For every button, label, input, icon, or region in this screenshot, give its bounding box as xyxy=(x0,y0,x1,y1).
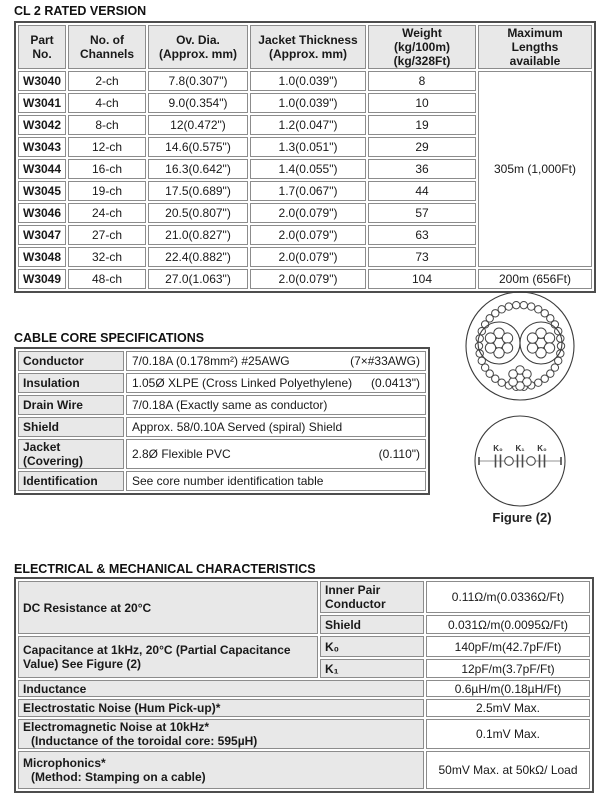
spec-label: Shield xyxy=(18,417,124,437)
spec-label: Insulation xyxy=(18,373,124,393)
table-row xyxy=(18,351,426,371)
cell-jacket: 1.2(0.047") xyxy=(250,115,366,135)
cable-cross-section-diagram xyxy=(466,292,574,400)
cell-dia: 17.5(0.689") xyxy=(148,181,248,201)
char-value: 2.5mV Max. xyxy=(426,699,590,717)
cell-jacket: 2.0(0.079") xyxy=(250,269,366,289)
cell-jacket: 1.0(0.039") xyxy=(250,71,366,91)
drain-wire-strands xyxy=(509,366,531,391)
table-row xyxy=(18,751,590,789)
cell-channels: 27-ch xyxy=(68,225,146,245)
table-row xyxy=(18,680,590,697)
col-header-channels: No. of Channels xyxy=(68,25,146,69)
col-header-max-lengths: Maximum Lengths available xyxy=(478,25,592,69)
spec-value: Approx. 58/0.10A Served (spiral) Shield xyxy=(126,417,426,437)
cell-weight: 8 xyxy=(368,71,476,91)
section-title-cable-core: CABLE CORE SPECIFICATIONS xyxy=(14,331,205,345)
cell-channels: 2-ch xyxy=(68,71,146,91)
spec-label: Identification xyxy=(18,471,124,491)
cell-part-no: W3040 xyxy=(18,71,66,91)
cell-weight: 29 xyxy=(368,137,476,157)
cell-dia: 14.6(0.575") xyxy=(148,137,248,157)
cell-weight: 104 xyxy=(368,269,476,289)
char-label-electromagnetic-noise: Electromagnetic Noise at 10kHz* (Inductance of the toroidal core: 595µH) xyxy=(18,719,424,749)
spec-value: 7/0.18A (Exactly same as conductor) xyxy=(126,395,426,415)
conductor-strands-right xyxy=(527,328,554,358)
spec-value: 2.8Ø Flexible PVC (0.110") xyxy=(126,439,426,469)
cell-part-no: W3041 xyxy=(18,93,66,113)
table-row xyxy=(18,71,592,91)
conductor-node-left xyxy=(505,457,514,466)
cell-weight: 57 xyxy=(368,203,476,223)
cell-channels: 32-ch xyxy=(68,247,146,267)
k1-label: K₁ xyxy=(515,444,525,453)
figure-caption: Figure (2) xyxy=(492,510,552,525)
char-value: 0.031Ω/m(0.0095Ω/Ft) xyxy=(426,615,590,634)
cell-dia: 27.0(1.063") xyxy=(148,269,248,289)
char-label-dc-resistance: DC Resistance at 20°C xyxy=(18,581,318,634)
cell-dia: 22.4(0.882") xyxy=(148,247,248,267)
cell-part-no: W3043 xyxy=(18,137,66,157)
table-row xyxy=(18,373,426,393)
cell-dia: 9.0(0.354") xyxy=(148,93,248,113)
figure-2-graphic xyxy=(455,288,595,518)
table-row xyxy=(18,699,590,717)
spec-note: (0.0413") xyxy=(371,376,420,390)
figure-2 xyxy=(455,288,595,518)
table-row xyxy=(18,439,426,469)
cell-jacket: 2.0(0.079") xyxy=(250,225,366,245)
cell-channels: 48-ch xyxy=(68,269,146,289)
spec-note: (7×#33AWG) xyxy=(350,354,420,368)
spec-value: 1.05Ø XLPE (Cross Linked Polyethylene) (0.0413") xyxy=(126,373,426,393)
sub-label-inner-pair: Inner Pair Conductor xyxy=(320,581,424,613)
spec-value: See core number identification table xyxy=(126,471,426,491)
cell-channels: 8-ch xyxy=(68,115,146,135)
cell-jacket: 1.0(0.039") xyxy=(250,93,366,113)
col-header-ov-dia: Ov. Dia. (Approx. mm) xyxy=(148,25,248,69)
table-row xyxy=(18,581,590,613)
cell-dia: 16.3(0.642") xyxy=(148,159,248,179)
k0-label-right: K₀ xyxy=(537,444,547,453)
cell-channels: 12-ch xyxy=(68,137,146,157)
cell-part-no: W3045 xyxy=(18,181,66,201)
table-row xyxy=(18,269,592,289)
char-label-capacitance: Capacitance at 1kHz, 20°C (Partial Capacitance Value) See Figure (2) xyxy=(18,636,318,678)
cell-max-length-group: 305m (1,000Ft) xyxy=(478,71,592,267)
cell-dia: 21.0(0.827") xyxy=(148,225,248,245)
spec-label: Conductor xyxy=(18,351,124,371)
char-label-inductance: Inductance xyxy=(18,680,424,697)
cell-jacket: 2.0(0.079") xyxy=(250,247,366,267)
cell-part-no: W3047 xyxy=(18,225,66,245)
cell-channels: 4-ch xyxy=(68,93,146,113)
table-row xyxy=(18,636,590,657)
cell-weight: 10 xyxy=(368,93,476,113)
spec-label: Jacket (Covering) xyxy=(18,439,124,469)
cell-channels: 19-ch xyxy=(68,181,146,201)
header-row xyxy=(18,25,592,69)
char-label-electrostatic-noise: Electrostatic Noise (Hum Pick-up)* xyxy=(18,699,424,717)
cell-channels: 24-ch xyxy=(68,203,146,223)
cell-dia: 20.5(0.807") xyxy=(148,203,248,223)
table-row xyxy=(18,471,426,491)
cell-part-no: W3049 xyxy=(18,269,66,289)
electrical-table xyxy=(14,577,594,793)
char-value: 0.1mV Max. xyxy=(426,719,590,749)
cell-max-length-last: 200m (656Ft) xyxy=(478,269,592,289)
char-value: 0.6µH/m(0.18µH/Ft) xyxy=(426,680,590,697)
partial-capacitance-schematic xyxy=(475,416,565,506)
cell-part-no: W3042 xyxy=(18,115,66,135)
col-header-part-no: Part No. xyxy=(18,25,66,69)
cable-core-table xyxy=(14,347,430,495)
char-value: 50mV Max. at 50kΩ/ Load xyxy=(426,751,590,789)
cell-weight: 36 xyxy=(368,159,476,179)
cell-weight: 63 xyxy=(368,225,476,245)
table-row xyxy=(18,719,590,749)
cell-jacket: 2.0(0.079") xyxy=(250,203,366,223)
cell-part-no: W3046 xyxy=(18,203,66,223)
cell-weight: 73 xyxy=(368,247,476,267)
sub-label-k0: K₀ xyxy=(320,636,424,657)
cell-weight: 19 xyxy=(368,115,476,135)
table-row xyxy=(18,417,426,437)
conductor-node-right xyxy=(527,457,536,466)
cell-part-no: W3048 xyxy=(18,247,66,267)
cell-weight: 44 xyxy=(368,181,476,201)
sub-label-shield: Shield xyxy=(320,615,424,634)
spec-label: Drain Wire xyxy=(18,395,124,415)
k0-label-left: K₀ xyxy=(493,444,503,453)
conductor-strands-left xyxy=(485,328,512,358)
spec-note: (0.110") xyxy=(378,447,420,461)
spec-value: 7/0.18A (0.178mm²) #25AWG (7×#33AWG) xyxy=(126,351,426,371)
cell-dia: 7.8(0.307") xyxy=(148,71,248,91)
cell-jacket: 1.4(0.055") xyxy=(250,159,366,179)
rated-version-table xyxy=(14,21,596,293)
table-row xyxy=(18,395,426,415)
col-header-weight: Weight (kg/100m) (kg/328Ft) xyxy=(368,25,476,69)
section-title-electrical: ELECTRICAL & MECHANICAL CHARACTERISTICS xyxy=(14,562,316,576)
cell-channels: 16-ch xyxy=(68,159,146,179)
cell-jacket: 1.7(0.067") xyxy=(250,181,366,201)
cell-part-no: W3044 xyxy=(18,159,66,179)
cell-dia: 12(0.472") xyxy=(148,115,248,135)
char-label-microphonics: Microphonics* (Method: Stamping on a cable) xyxy=(18,751,424,789)
char-value: 0.11Ω/m(0.0336Ω/Ft) xyxy=(426,581,590,613)
cell-jacket: 1.3(0.051") xyxy=(250,137,366,157)
section-title-rated-version: CL 2 RATED VERSION xyxy=(14,4,147,18)
char-value: 140pF/m(42.7pF/Ft) xyxy=(426,636,590,657)
col-header-jacket-thickness: Jacket Thickness (Approx. mm) xyxy=(250,25,366,69)
sub-label-k1: K₁ xyxy=(320,659,424,678)
char-value: 12pF/m(3.7pF/Ft) xyxy=(426,659,590,678)
